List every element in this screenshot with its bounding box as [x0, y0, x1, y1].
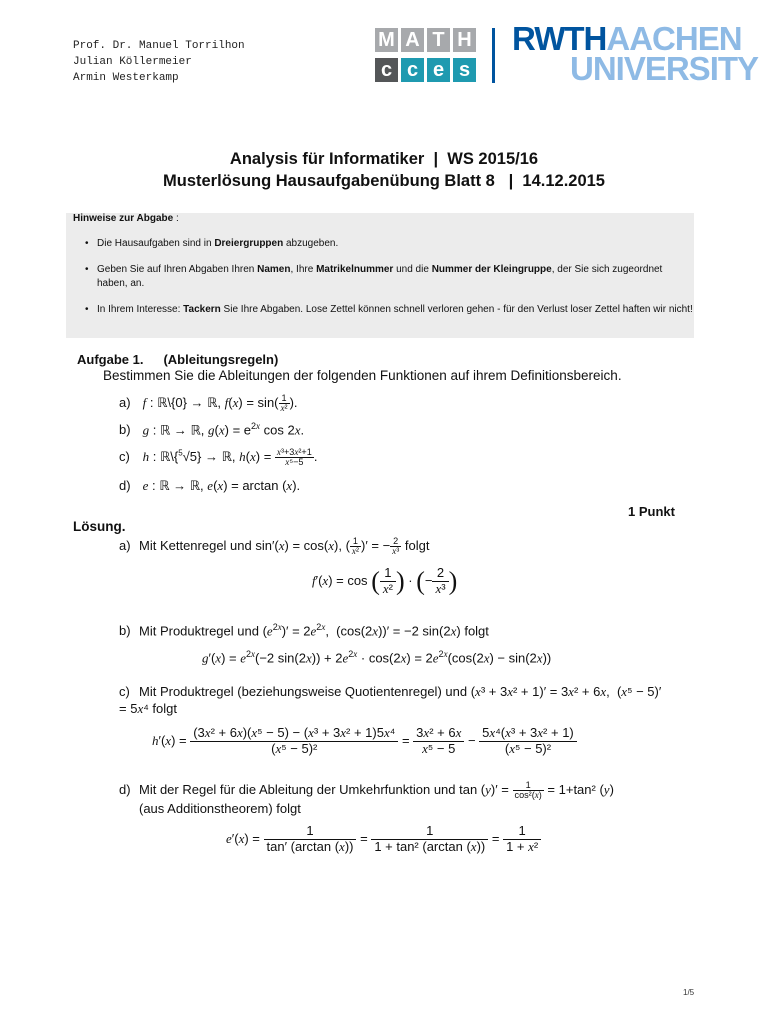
author-name: Julian Köllermeier: [73, 56, 192, 68]
equation-b: $g'(x) = e^{2x}(-2$ $\sin(2x)) + 2e^{2x} \cdot \cos(2x) = 2e^{2x}(\cos(2x) - \sin(2x))$: [202, 649, 552, 666]
logo-letter: e: [427, 58, 450, 82]
task-item-b: b) g : ℝ → ℝ, $g(x) = e^{2x}$ cos 2x.: [119, 421, 305, 438]
logo-letter: A: [401, 28, 424, 52]
task-description: Bestimmen Sie die Ableitungen der folgenden Funktionen auf ihrem Definitionsbereich.: [103, 368, 622, 383]
university-text: UNIVERSITY: [570, 50, 759, 87]
author-name: Prof. Dr. Manuel Torrilhon: [73, 40, 245, 52]
task-heading: Aufgabe 1. (Ableitungsregeln): [77, 352, 279, 367]
logo-letter: T: [427, 28, 450, 52]
submission-hints-box: [66, 213, 694, 338]
aachen-text: AACHEN: [606, 20, 742, 57]
equation-a: f′(x) = cos ( $\frac{1}{\text{x²}}$ ) · (− $\frac{2}{\text{x³}}$ ): [312, 565, 458, 596]
logo-letter: H: [453, 28, 476, 52]
author-name: Armin Westerkamp: [73, 72, 179, 84]
hint-item: • In Ihrem Interesse: Tackern Sie Ihre Abgaben. Lose Zettel können schnell verloren gehen - für den Verlust loser Zettel haften wir nicht!: [97, 303, 693, 317]
rwth-logo: [512, 20, 759, 87]
logo-letter: M: [375, 28, 398, 52]
solution-item-d: d) Mit der Regel für die Ableitung der Umkehrfunktion und tan (y)′ = $\frac{1}{\text{cos²(x)}}$ = 1+tan² (y) (aus Additionstheorem) folgt: [119, 780, 614, 817]
mathcces-logo: [375, 28, 476, 83]
page-number: 1/5: [683, 988, 695, 997]
points-label: 1 Punkt: [628, 504, 675, 519]
task-item-a: a) f : ℝ\{0} → ℝ, f(x) = sin( $\frac{1}{\text{x²}}$ ).: [119, 393, 298, 414]
logo-divider: [492, 28, 495, 83]
equation-c: h′(x) = $\frac{\text{(3x² + 6x)(x⁵ − 5) − (x³ + 3x² + 1)5x⁴}}{\text{(x⁵ − 5)²}}$ = $\frac{\text{3x² + 6x}}{\text{x⁵ − 5}}$ − $\frac{\text{5x⁴(x³ + 3x² + 1)}}{\text{(x⁵ − 5)²}}$: [152, 726, 577, 757]
hint-item: • Die Hausaufgaben sind in Dreiergruppen abzugeben.: [97, 237, 693, 251]
rwth-text: RWTH: [512, 20, 607, 57]
logo-letter: s: [453, 58, 476, 82]
solution-item-a: a) Mit Kettenregel und sin′(x) = cos(x), ( $\frac{1}{\text{x²}}$ )′ = − $\frac{2}{\text{x³}}$ folgt: [119, 536, 430, 557]
logo-letter: c: [375, 58, 398, 82]
document-title: [0, 148, 768, 192]
hint-item: • Geben Sie auf Ihren Abgaben Ihren Namen, Ihre Matrikelnummer und die Nummer der Kleingruppe, der Sie sich zugeordnet haben, an.: [97, 263, 693, 291]
solution-item-b: b) Mit Produktregel und $(e^{2x})' = 2e^{2x}$, (cos(2x))′ = −2 sin(2x) folgt: [119, 622, 489, 639]
subtitle-line: Musterlösung Hausaufgabenübung Blatt 8 | 14.12.2015: [163, 172, 605, 190]
equation-d: e′(x) = $\frac{1}{\tan' (\arctan (x))}$ = $\frac{1}{\text{1 + tan² (arctan (x))}}$ = $\frac{1}{\text{1 + x²}}$: [226, 824, 541, 855]
title-line: Analysis für Informatiker | WS 2015/16: [229, 150, 539, 168]
logo-letter: c: [401, 58, 424, 82]
solution-heading: Lösung.: [73, 519, 126, 534]
hints-heading: Hinweise zur Abgabe :: [73, 213, 179, 224]
task-item-d: d) e : ℝ → ℝ, e(x) = arctan (x).: [119, 478, 301, 493]
task-item-c: c) h : ℝ\{$^5$√5} → ℝ, h(x) = $\frac{\text{x³+3x²+1}}{\text{x⁵−5}}$ .: [119, 447, 318, 468]
solution-item-c: c) Mit Produktregel (beziehungsweise Quotientenregel) und (x³ + 3x² + 1)′ = 3x² + 6x, (x⁵ − 5)′ = 5x⁴ folgt: [119, 684, 662, 716]
author-list: [73, 38, 245, 86]
